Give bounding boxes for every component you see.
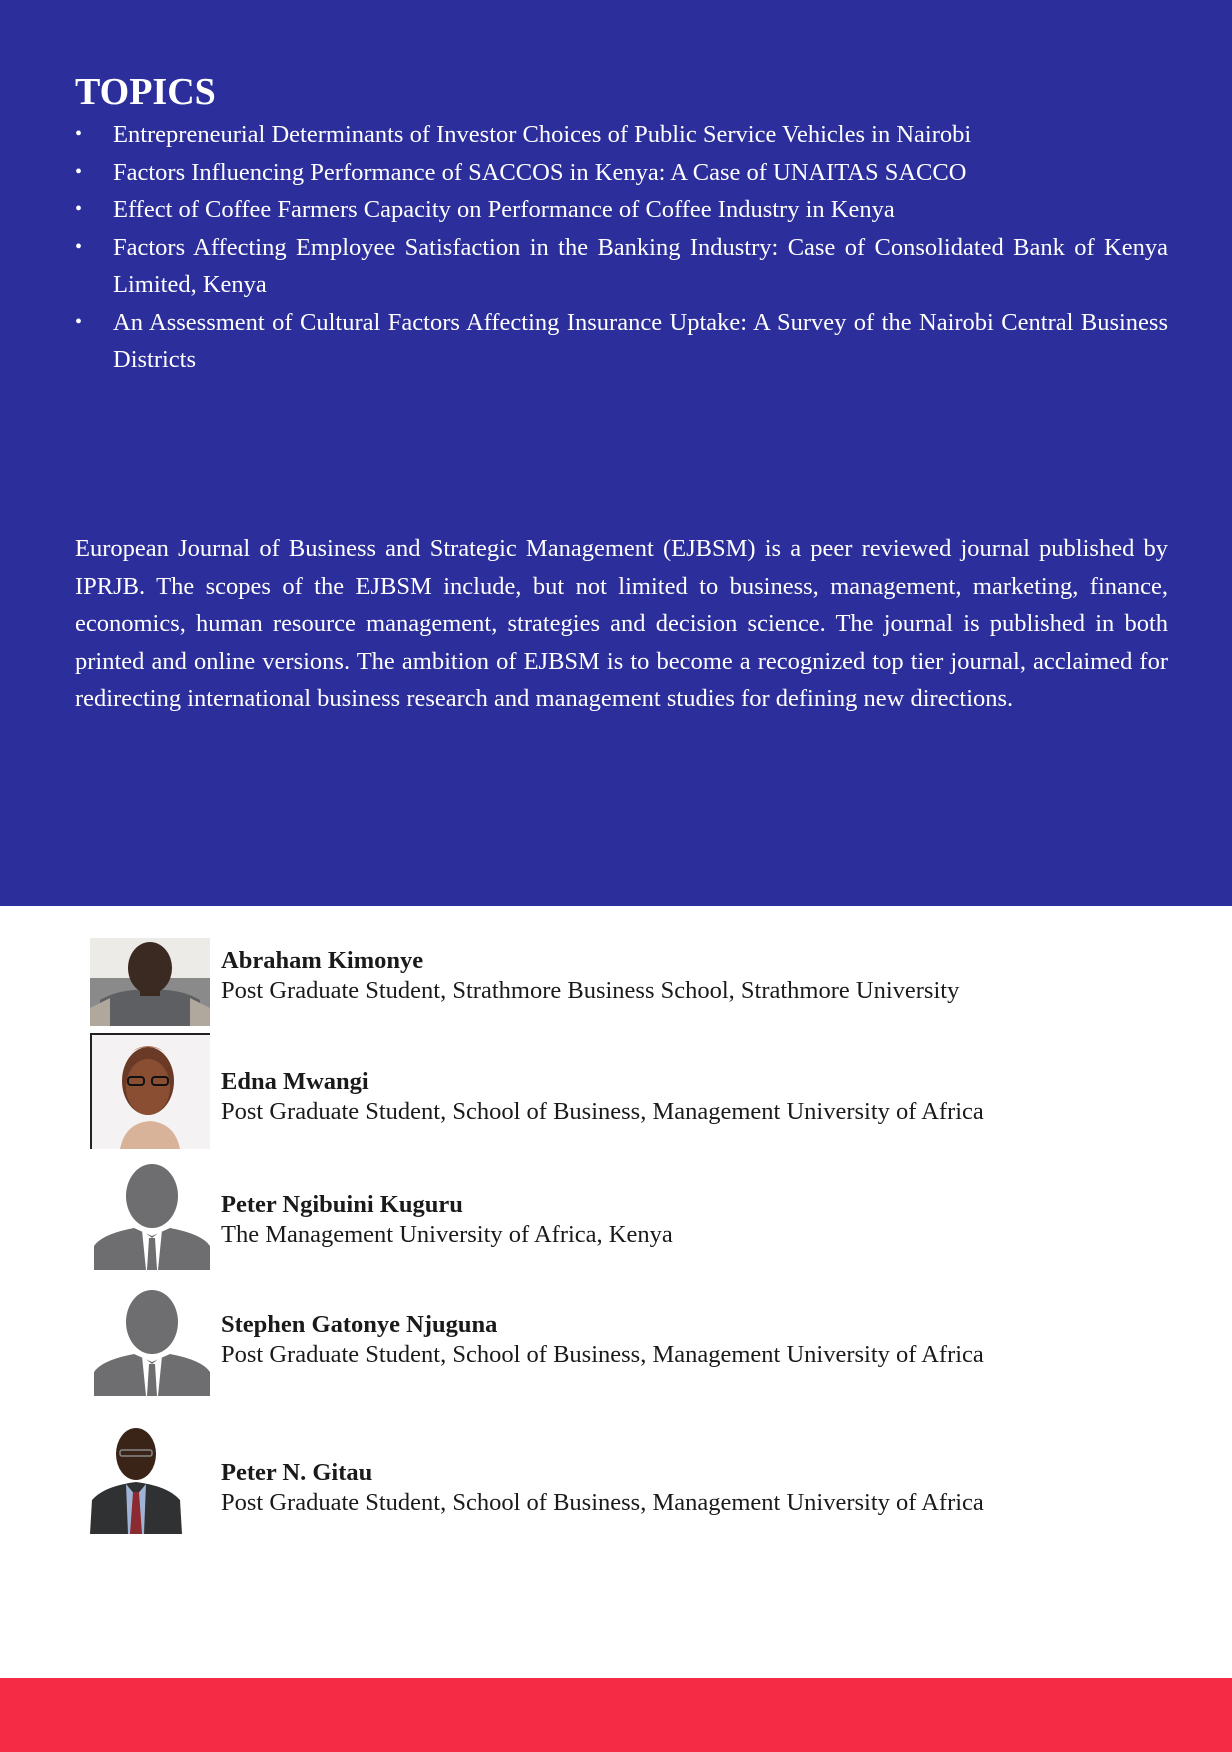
topic-item [75, 191, 1168, 229]
author-photo-peter-kuguru [94, 1164, 210, 1270]
topic-text: Effect of Coffee Farmers Capacity on Performance of Coffee Industry in Kenya [113, 196, 895, 223]
footer-band [0, 1678, 1232, 1752]
author-name: Abraham Kimonye [221, 947, 424, 974]
topic-text: Factors Affecting Employee Satisfaction in the Banking Industry: Case of Consolidated Bank of Kenya Limited, Kenya [113, 233, 1168, 298]
bullet-icon: • [75, 235, 83, 258]
author-entry [90, 1288, 1190, 1396]
author-name: Peter N. Gitau [221, 1459, 373, 1486]
topic-text: Factors Influencing Performance of SACCOS in Kenya: A Case of UNAITAS SACCO [113, 158, 967, 186]
author-photo-stephen [94, 1290, 210, 1396]
topic-text: Entrepreneurial Determinants of Investor Choices of Public Service Vehicles in Nairobi [113, 121, 972, 148]
author-affiliation: Post Graduate Student, School of Business, Management University of Africa [221, 1341, 984, 1368]
topic-text: An Assessment of Cultural Factors Affecting Insurance Uptake: A Survey of the Nairobi Central Business Districts [113, 308, 1168, 373]
author-name: Peter Ngibuini Kuguru [221, 1191, 463, 1218]
topics-heading: TOPICS [75, 71, 216, 113]
silhouette-icon [94, 1290, 210, 1396]
bullet-icon: • [75, 310, 83, 333]
author-entry [90, 1033, 1190, 1149]
man-photo-icon [90, 938, 210, 1026]
journal-description: European Journal of Business and Strategic Management (EJBSM) is a peer reviewed journal published by IPRJB. The scopes of the EJBSM include, but not limited to business, management, marketing, finance, economics, human resource management, strategies and decision science. The journal is published in both printed and online versions. The ambition of EJBSM is to become a recognized top tier journal, acclaimed for redirecting international business research and management studies for defining new directions. [75, 535, 1168, 712]
author-entry [90, 1422, 1190, 1534]
topic-item [75, 116, 1168, 154]
author-name: Edna Mwangi [221, 1068, 369, 1095]
author-affiliation: The Management University of Africa, Kenya [221, 1221, 673, 1248]
author-affiliation: Post Graduate Student, Strathmore Business School, Strathmore University [221, 977, 960, 1004]
topic-item [75, 304, 1168, 379]
man-in-suit-photo-icon [90, 1422, 182, 1534]
topic-item [75, 229, 1168, 304]
author-affiliation: Post Graduate Student, School of Business, Management University of Africa [221, 1098, 984, 1125]
bullet-icon: • [75, 160, 83, 183]
bullet-icon: • [75, 123, 83, 145]
author-entry [90, 1162, 1190, 1270]
topics-list [75, 116, 1168, 379]
bullet-icon: • [75, 198, 83, 220]
author-affiliation: Post Graduate Student, School of Business, Management University of Africa [221, 1489, 984, 1516]
author-name: Stephen Gatonye Njuguna [221, 1311, 498, 1338]
woman-photo-icon [90, 1033, 210, 1149]
author-photo-abraham [90, 938, 210, 1026]
topic-item [75, 154, 1168, 192]
author-photo-edna [90, 1033, 210, 1149]
silhouette-icon [94, 1164, 210, 1270]
author-photo-gitau [90, 1422, 182, 1534]
author-entry [90, 938, 1190, 1028]
